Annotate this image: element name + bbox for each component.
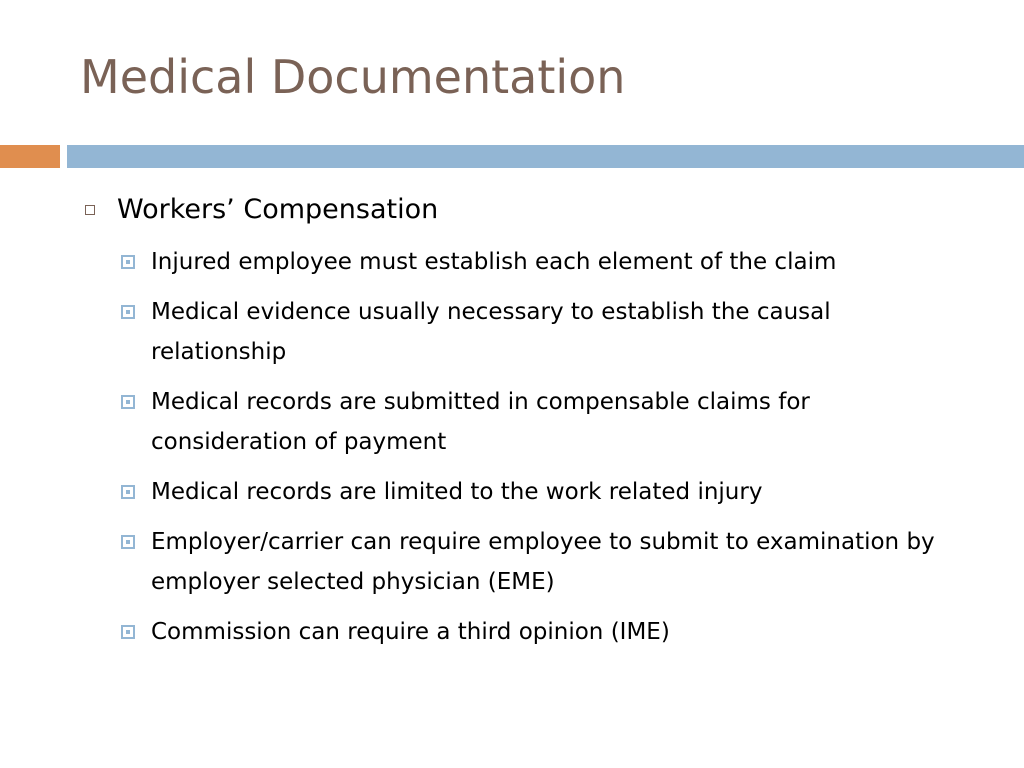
sub-bullet-5: Employer/carrier can require employee to submit to examination by employer selected physician (EME) [151, 529, 935, 595]
sub-bullet-2: Medical evidence usually necessary to establish the causal relationship [151, 299, 831, 365]
slide-title: Medical Documentation [80, 50, 626, 104]
square-bullet-icon [121, 305, 135, 319]
square-bullet-icon [121, 535, 135, 549]
square-bullet-icon [121, 625, 135, 639]
square-bullet-icon [121, 255, 135, 269]
sub-bullet-6: Commission can require a third opinion (IME) [151, 619, 670, 645]
bullet-level1: Workers’ Compensation [117, 194, 439, 225]
square-bullet-icon [121, 485, 135, 499]
sub-bullet-1: Injured employee must establish each element of the claim [151, 249, 837, 275]
hollow-square-icon [85, 205, 95, 215]
sub-bullet-4: Medical records are limited to the work related injury [151, 479, 763, 505]
square-bullet-icon [121, 395, 135, 409]
sub-bullet-3: Medical records are submitted in compensable claims for consideration of payment [151, 389, 810, 455]
